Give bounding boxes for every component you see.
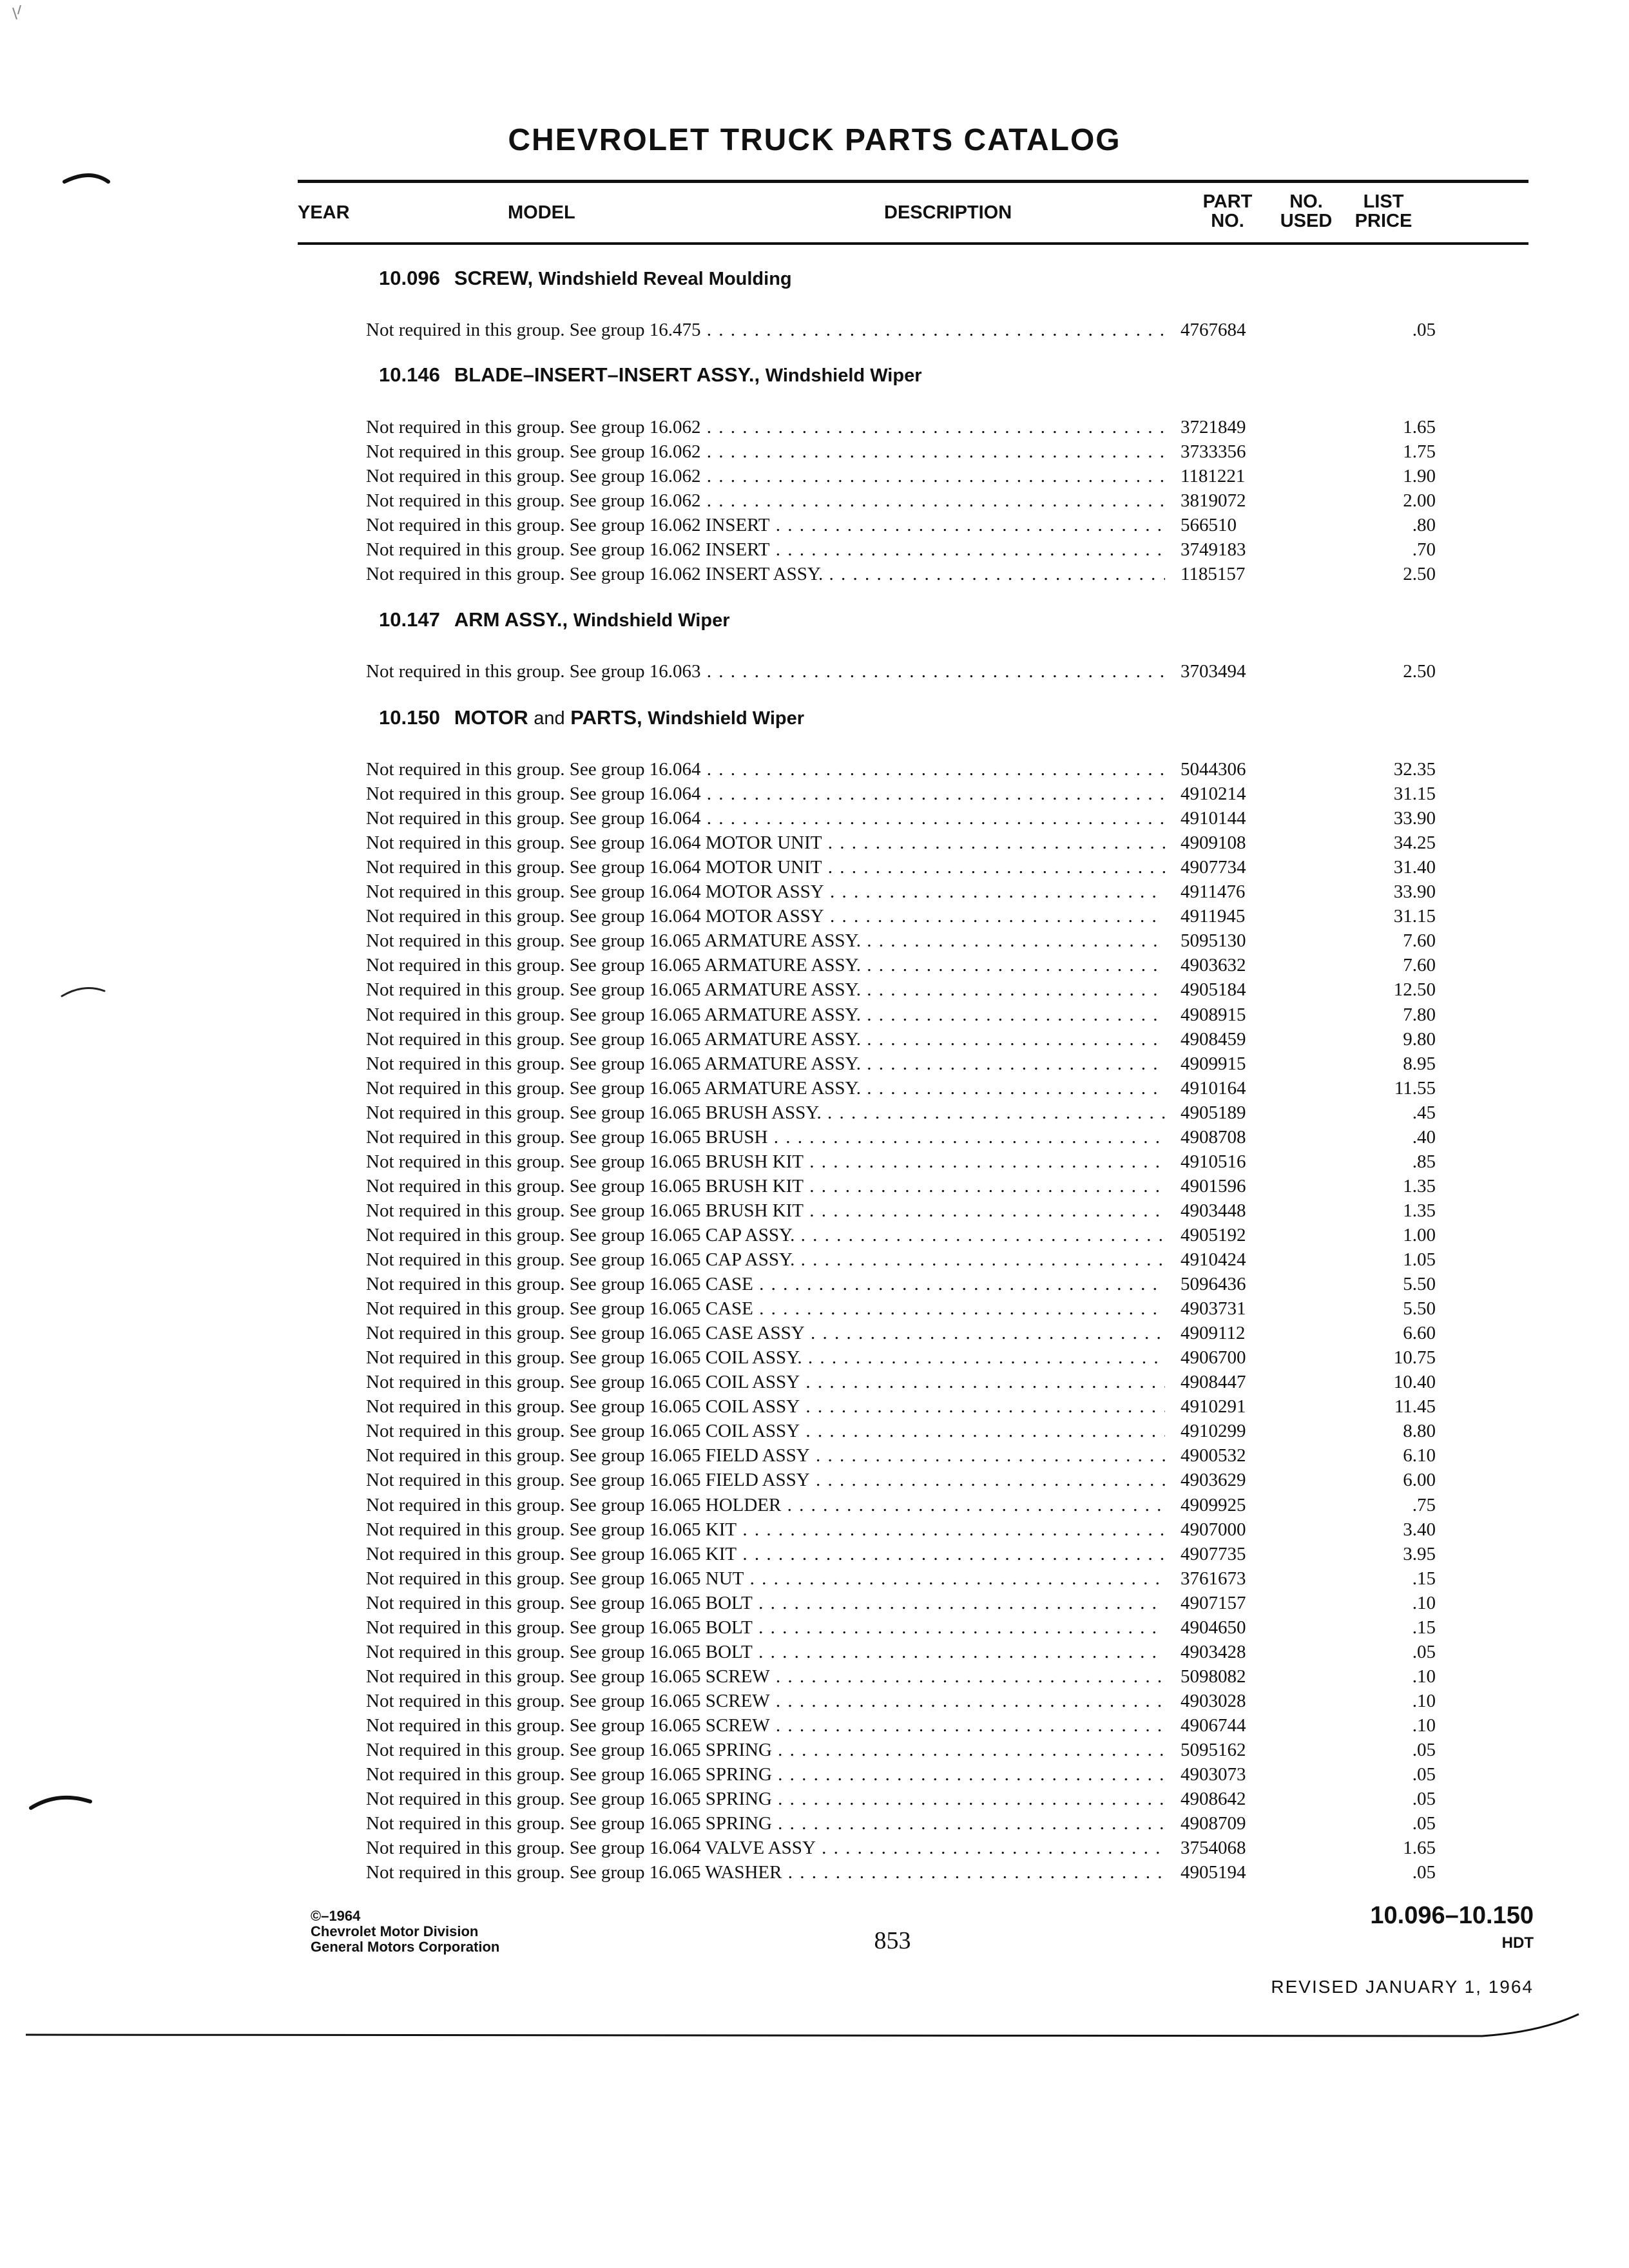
row-part-number: 5098082 — [1181, 1666, 1246, 1687]
row-description: Not required in this group. See group 16.064 . . . — [366, 806, 1165, 831]
table-row — [366, 1321, 1436, 1345]
row-description: Not required in this group. See group 16.065 BOLT . . . — [366, 1615, 1165, 1640]
row-list-price: .05 — [1412, 1862, 1436, 1883]
row-list-price: 11.45 — [1394, 1396, 1436, 1418]
row-list-price: .70 — [1412, 539, 1436, 561]
row-list-price: 6.00 — [1403, 1470, 1436, 1491]
row-list-price: 7.60 — [1403, 955, 1436, 976]
row-part-number: 4908447 — [1181, 1372, 1246, 1393]
row-part-number: 4906744 — [1181, 1715, 1246, 1736]
row-list-price: 1.65 — [1403, 1838, 1436, 1859]
row-list-price: .10 — [1412, 1666, 1436, 1687]
row-list-price: 31.40 — [1393, 857, 1436, 878]
col-description-header: DESCRIPTION — [884, 202, 1012, 223]
row-description: Not required in this group. See group 16.065 COIL ASSY . . . — [366, 1394, 1165, 1419]
table-row — [366, 1615, 1436, 1640]
row-list-price: 34.25 — [1393, 832, 1436, 854]
table-row — [366, 1664, 1436, 1689]
row-part-number: 4908459 — [1181, 1028, 1246, 1050]
row-list-price: .40 — [1412, 1126, 1436, 1148]
header-rule-top — [298, 180, 1528, 183]
table-row — [366, 879, 1436, 904]
row-description: Not required in this group. See group 16.065 SPRING . . . — [366, 1762, 1165, 1787]
row-description: Not required in this group. See group 16.065 ARMATURE ASSY. . . . — [366, 953, 1165, 977]
row-description: Not required in this group. See group 16.062 INSERT . . . — [366, 513, 1165, 537]
row-list-price: .10 — [1412, 1715, 1436, 1736]
table-row — [366, 1811, 1436, 1836]
row-part-number: 1181221 — [1181, 466, 1246, 487]
row-list-price: .15 — [1412, 1617, 1436, 1638]
row-part-number: 4907735 — [1181, 1543, 1246, 1564]
row-list-price: 11.55 — [1394, 1077, 1436, 1099]
row-list-price: .10 — [1412, 1592, 1436, 1613]
table-row — [366, 782, 1436, 806]
row-part-number: 4909925 — [1181, 1494, 1246, 1515]
section-heading: 10.096 SCREW, Windshield Reveal Moulding — [379, 267, 792, 289]
row-part-number: 4910424 — [1181, 1249, 1246, 1270]
row-description: Not required in this group. See group 16.062 . . . — [366, 415, 1165, 439]
row-list-price: 1.75 — [1403, 441, 1436, 463]
row-part-number: 4909915 — [1181, 1053, 1246, 1074]
row-list-price: .85 — [1412, 1151, 1436, 1172]
page-title: CHEVROLET TRUCK PARTS CATALOG — [508, 123, 1121, 157]
row-description: Not required in this group. See group 16.065 SPRING . . . — [366, 1738, 1165, 1762]
row-list-price: 1.00 — [1403, 1224, 1436, 1245]
row-description: Not required in this group. See group 16.064 VALVE ASSY . . . — [366, 1836, 1165, 1860]
table-row — [366, 904, 1436, 928]
row-list-price: .05 — [1412, 320, 1436, 340]
table-row — [366, 831, 1436, 855]
row-description: Not required in this group. See group 16.065 ARMATURE ASSY. . . . — [366, 1027, 1165, 1052]
row-part-number: 3754068 — [1181, 1838, 1246, 1859]
table-row — [366, 415, 1436, 439]
row-list-price: 9.80 — [1403, 1028, 1436, 1050]
row-part-number: 4905184 — [1181, 979, 1246, 1001]
table-row — [366, 1640, 1436, 1664]
row-description: Not required in this group. See group 16.065 COIL ASSY . . . — [366, 1419, 1165, 1443]
row-list-price: 8.80 — [1403, 1421, 1436, 1442]
table-row — [366, 1787, 1436, 1811]
row-part-number: 5044306 — [1181, 759, 1246, 780]
row-description: Not required in this group. See group 16.065 COIL ASSY. . . . — [366, 1345, 1165, 1370]
row-list-price: 33.90 — [1393, 881, 1436, 903]
row-description: Not required in this group. See group 16.065 BOLT . . . — [366, 1640, 1165, 1664]
row-part-number: 4910299 — [1181, 1421, 1246, 1442]
row-list-price: 1.65 — [1403, 417, 1436, 437]
table-row — [366, 1517, 1436, 1542]
row-description: Not required in this group. See group 16.065 FIELD ASSY . . . — [366, 1443, 1165, 1468]
row-part-number: 4905189 — [1181, 1102, 1246, 1123]
row-description: Not required in this group. See group 16.065 ARMATURE ASSY. . . . — [366, 1052, 1165, 1076]
row-description: Not required in this group. See group 16.065 WASHER . . . — [366, 1860, 1165, 1885]
row-list-price: 10.40 — [1393, 1372, 1436, 1393]
row-description: Not required in this group. See group 16.065 BRUSH ASSY. . . . — [366, 1100, 1165, 1125]
row-description: Not required in this group. See group 16.065 KIT . . . — [366, 1517, 1165, 1542]
row-description: Not required in this group. See group 16.065 FIELD ASSY . . . — [366, 1468, 1165, 1492]
copyright-block: ©–1964 Chevrolet Motor Division General Motors Corporation — [311, 1908, 500, 1955]
table-row — [366, 1076, 1436, 1100]
row-part-number: 4767684 — [1181, 320, 1246, 340]
row-list-price: .45 — [1412, 1102, 1436, 1123]
row-part-number: 4903073 — [1181, 1764, 1246, 1785]
row-list-price: 5.50 — [1403, 1274, 1436, 1295]
row-description: Not required in this group. See group 16.065 ARMATURE ASSY. . . . — [366, 1076, 1165, 1100]
table-row — [366, 1566, 1436, 1591]
table-row — [366, 488, 1436, 513]
row-description: Not required in this group. See group 16.065 BRUSH KIT . . . — [366, 1149, 1165, 1174]
row-part-number: 4908915 — [1181, 1004, 1246, 1025]
row-part-number: 4905192 — [1181, 1224, 1246, 1245]
row-list-price: 31.15 — [1393, 906, 1436, 927]
row-list-price: 6.10 — [1403, 1445, 1436, 1466]
row-list-price: .10 — [1412, 1690, 1436, 1711]
row-description: Not required in this group. See group 16.065 KIT . . . — [366, 1542, 1165, 1566]
table-row — [366, 855, 1436, 879]
table-row — [366, 953, 1436, 977]
row-list-price: .15 — [1412, 1568, 1436, 1589]
row-part-number: 4907157 — [1181, 1592, 1246, 1613]
row-list-price: 1.05 — [1403, 1249, 1436, 1270]
row-part-number: 4908709 — [1181, 1813, 1246, 1834]
table-row — [366, 537, 1436, 562]
col-list-price-header: LIST PRICE — [1354, 191, 1412, 231]
table-row — [366, 1272, 1436, 1296]
row-description: Not required in this group. See group 16.065 CASE . . . — [366, 1296, 1165, 1321]
row-part-number: 4903731 — [1181, 1298, 1246, 1320]
table-row — [366, 1713, 1436, 1738]
row-description: Not required in this group. See group 16.065 CASE ASSY . . . — [366, 1321, 1165, 1345]
row-part-number: 3703494 — [1181, 661, 1246, 682]
row-part-number: 4908642 — [1181, 1789, 1246, 1810]
row-list-price: 32.35 — [1393, 759, 1436, 780]
header-rule-bottom — [298, 242, 1528, 245]
table-row — [366, 513, 1436, 537]
row-description: Not required in this group. See group 16.062 INSERT ASSY. . . . — [366, 562, 1165, 586]
catalog-code: HDT — [1501, 1934, 1534, 1952]
table-row — [366, 318, 1436, 342]
row-description: Not required in this group. See group 16.064 . . . — [366, 782, 1165, 806]
row-list-price: .05 — [1412, 1764, 1436, 1785]
row-list-price: 6.60 — [1403, 1323, 1436, 1344]
row-part-number: 5096436 — [1181, 1274, 1246, 1295]
row-description: Not required in this group. See group 16.062 . . . — [366, 439, 1165, 464]
row-part-number: 3761673 — [1181, 1568, 1246, 1589]
row-part-number: 4903448 — [1181, 1200, 1246, 1221]
section-heading: 10.150 MOTOR and PARTS, Windshield Wiper — [379, 706, 805, 729]
row-list-price: 31.15 — [1393, 783, 1436, 805]
row-list-price: .75 — [1412, 1494, 1436, 1515]
table-row — [366, 1198, 1436, 1223]
row-list-price: 3.40 — [1403, 1519, 1436, 1540]
row-description: Not required in this group. See group 16.065 ARMATURE ASSY. . . . — [366, 1003, 1165, 1027]
table-row — [366, 1468, 1436, 1492]
row-description: Not required in this group. See group 16.062 INSERT . . . — [366, 537, 1165, 562]
row-part-number: 4910214 — [1181, 783, 1246, 805]
row-description: Not required in this group. See group 16.065 BRUSH KIT . . . — [366, 1174, 1165, 1198]
row-list-price: 10.75 — [1393, 1347, 1436, 1369]
row-part-number: 3733356 — [1181, 441, 1246, 463]
row-list-price: .05 — [1412, 1813, 1436, 1834]
row-description: Not required in this group. See group 16.062 . . . — [366, 488, 1165, 513]
table-row — [366, 977, 1436, 1002]
row-list-price: 7.80 — [1403, 1004, 1436, 1025]
row-part-number: 1185157 — [1181, 564, 1246, 585]
row-part-number: 4907000 — [1181, 1519, 1246, 1540]
table-row — [366, 1419, 1436, 1443]
row-list-price: 5.50 — [1403, 1298, 1436, 1320]
row-part-number: 4910516 — [1181, 1151, 1246, 1172]
table-row — [366, 1003, 1436, 1027]
col-model-header: MODEL — [508, 202, 575, 223]
row-list-price: .05 — [1412, 1740, 1436, 1760]
row-list-price: 1.35 — [1403, 1175, 1436, 1196]
row-list-price: 1.90 — [1403, 466, 1436, 487]
row-part-number: 4901596 — [1181, 1175, 1246, 1196]
revised-date: REVISED JANUARY 1, 1964 — [1271, 1977, 1534, 1997]
row-description: Not required in this group. See group 16.065 CASE . . . — [366, 1272, 1165, 1296]
row-description: Not required in this group. See group 16.065 CAP ASSY. . . . — [366, 1247, 1165, 1272]
section-heading: 10.146 BLADE–INSERT–INSERT ASSY., Windshield Wiper — [379, 363, 922, 386]
row-description: Not required in this group. See group 16.065 SPRING . . . — [366, 1811, 1165, 1836]
table-row — [366, 464, 1436, 488]
row-list-price: 7.60 — [1403, 930, 1436, 952]
row-part-number: 3749183 — [1181, 539, 1246, 561]
table-row — [366, 562, 1436, 586]
row-description: Not required in this group. See group 16.064 MOTOR ASSY . . . — [366, 879, 1165, 904]
table-row — [366, 1762, 1436, 1787]
table-row — [366, 1493, 1436, 1517]
row-list-price: 1.35 — [1403, 1200, 1436, 1221]
col-no-used-header: NO. USED — [1280, 191, 1333, 231]
page-number: 853 — [874, 1927, 911, 1954]
table-row — [366, 1394, 1436, 1419]
table-row — [366, 659, 1436, 684]
row-part-number: 4900532 — [1181, 1445, 1246, 1466]
table-row — [366, 1689, 1436, 1713]
table-row — [366, 1370, 1436, 1394]
row-part-number: 4903629 — [1181, 1470, 1246, 1491]
row-part-number: 4903028 — [1181, 1690, 1246, 1711]
row-part-number: 4903632 — [1181, 955, 1246, 976]
row-description: Not required in this group. See group 16.064 MOTOR ASSY . . . — [366, 904, 1165, 928]
row-description: Not required in this group. See group 16.065 HOLDER . . . — [366, 1493, 1165, 1517]
row-part-number: 4906700 — [1181, 1347, 1246, 1369]
row-description: Not required in this group. See group 16.065 CAP ASSY. . . . — [366, 1223, 1165, 1247]
row-part-number: 4903428 — [1181, 1641, 1246, 1662]
table-row — [366, 1836, 1436, 1860]
row-part-number: 4910144 — [1181, 808, 1246, 829]
table-row — [366, 757, 1436, 782]
row-description: Not required in this group. See group 16.065 COIL ASSY . . . — [366, 1370, 1165, 1394]
row-list-price: .05 — [1412, 1789, 1436, 1810]
col-year-header: YEAR — [298, 202, 350, 223]
row-part-number: 3721849 — [1181, 417, 1246, 437]
col-part-no-header: PART NO. — [1202, 191, 1253, 231]
row-description: Not required in this group. See group 16.064 MOTOR UNIT . . . — [366, 855, 1165, 879]
row-description: Not required in this group. See group 16.065 ARMATURE ASSY. . . . — [366, 977, 1165, 1002]
row-description: Not required in this group. See group 16.062 . . . — [366, 464, 1165, 488]
row-list-price: .05 — [1412, 1641, 1436, 1662]
table-row — [366, 1247, 1436, 1272]
row-description: Not required in this group. See group 16.065 BOLT . . . — [366, 1591, 1165, 1615]
row-part-number: 5095162 — [1181, 1740, 1246, 1760]
table-row — [366, 1149, 1436, 1174]
table-row — [366, 1542, 1436, 1566]
table-row — [366, 1738, 1436, 1762]
table-row — [366, 1860, 1436, 1885]
table-row — [366, 1100, 1436, 1125]
row-list-price: 12.50 — [1393, 979, 1436, 1001]
row-description: Not required in this group. See group 16.065 ARMATURE ASSY. . . . — [366, 928, 1165, 953]
section-heading: 10.147 ARM ASSY., Windshield Wiper — [379, 608, 730, 631]
group-range: 10.096–10.150 — [1370, 1902, 1534, 1929]
row-part-number: 3819072 — [1181, 490, 1246, 512]
table-row — [366, 1591, 1436, 1615]
row-description: Not required in this group. See group 16.065 NUT . . . — [366, 1566, 1165, 1591]
row-description: Not required in this group. See group 16.065 SCREW . . . — [366, 1689, 1165, 1713]
row-list-price: 2.50 — [1403, 564, 1436, 585]
table-row — [366, 928, 1436, 953]
row-part-number: 4904650 — [1181, 1617, 1246, 1638]
table-row — [366, 439, 1436, 464]
row-part-number: 4911476 — [1181, 881, 1246, 903]
row-part-number: 4909112 — [1181, 1323, 1246, 1344]
row-list-price: 2.50 — [1403, 661, 1436, 682]
table-row — [366, 1174, 1436, 1198]
table-row — [366, 1125, 1436, 1149]
row-part-number: 5095130 — [1181, 930, 1246, 952]
row-description: Not required in this group. See group 16.064 MOTOR UNIT . . . — [366, 831, 1165, 855]
row-part-number: 4905194 — [1181, 1862, 1246, 1883]
table-row — [366, 1296, 1436, 1321]
row-part-number: 4911945 — [1181, 906, 1246, 927]
row-list-price: .80 — [1412, 515, 1436, 536]
row-part-number: 4910164 — [1181, 1077, 1246, 1099]
row-part-number: 4909108 — [1181, 832, 1246, 854]
table-row — [366, 806, 1436, 831]
row-description: Not required in this group. See group 16.065 SCREW . . . — [366, 1664, 1165, 1689]
row-description: Not required in this group. See group 16.065 SCREW . . . — [366, 1713, 1165, 1738]
table-row — [366, 1443, 1436, 1468]
row-part-number: 4908708 — [1181, 1126, 1246, 1148]
row-description: Not required in this group. See group 16.475 . . . — [366, 318, 1165, 342]
table-row — [366, 1052, 1436, 1076]
row-list-price: 33.90 — [1393, 808, 1436, 829]
row-list-price: 3.95 — [1403, 1543, 1436, 1564]
table-row — [366, 1223, 1436, 1247]
row-part-number: 566510 — [1181, 515, 1237, 536]
row-part-number: 4910291 — [1181, 1396, 1246, 1418]
row-description: Not required in this group. See group 16.063 . . . — [366, 659, 1165, 684]
row-description: Not required in this group. See group 16.065 SPRING . . . — [366, 1787, 1165, 1811]
row-list-price: 2.00 — [1403, 490, 1436, 512]
row-description: Not required in this group. See group 16.065 BRUSH KIT . . . — [366, 1198, 1165, 1223]
row-description: Not required in this group. See group 16.065 BRUSH . . . — [366, 1125, 1165, 1149]
row-description: Not required in this group. See group 16.064 . . . — [366, 757, 1165, 782]
row-list-price: 8.95 — [1403, 1053, 1436, 1074]
table-row — [366, 1345, 1436, 1370]
table-row — [366, 1027, 1436, 1052]
row-part-number: 4907734 — [1181, 857, 1246, 878]
